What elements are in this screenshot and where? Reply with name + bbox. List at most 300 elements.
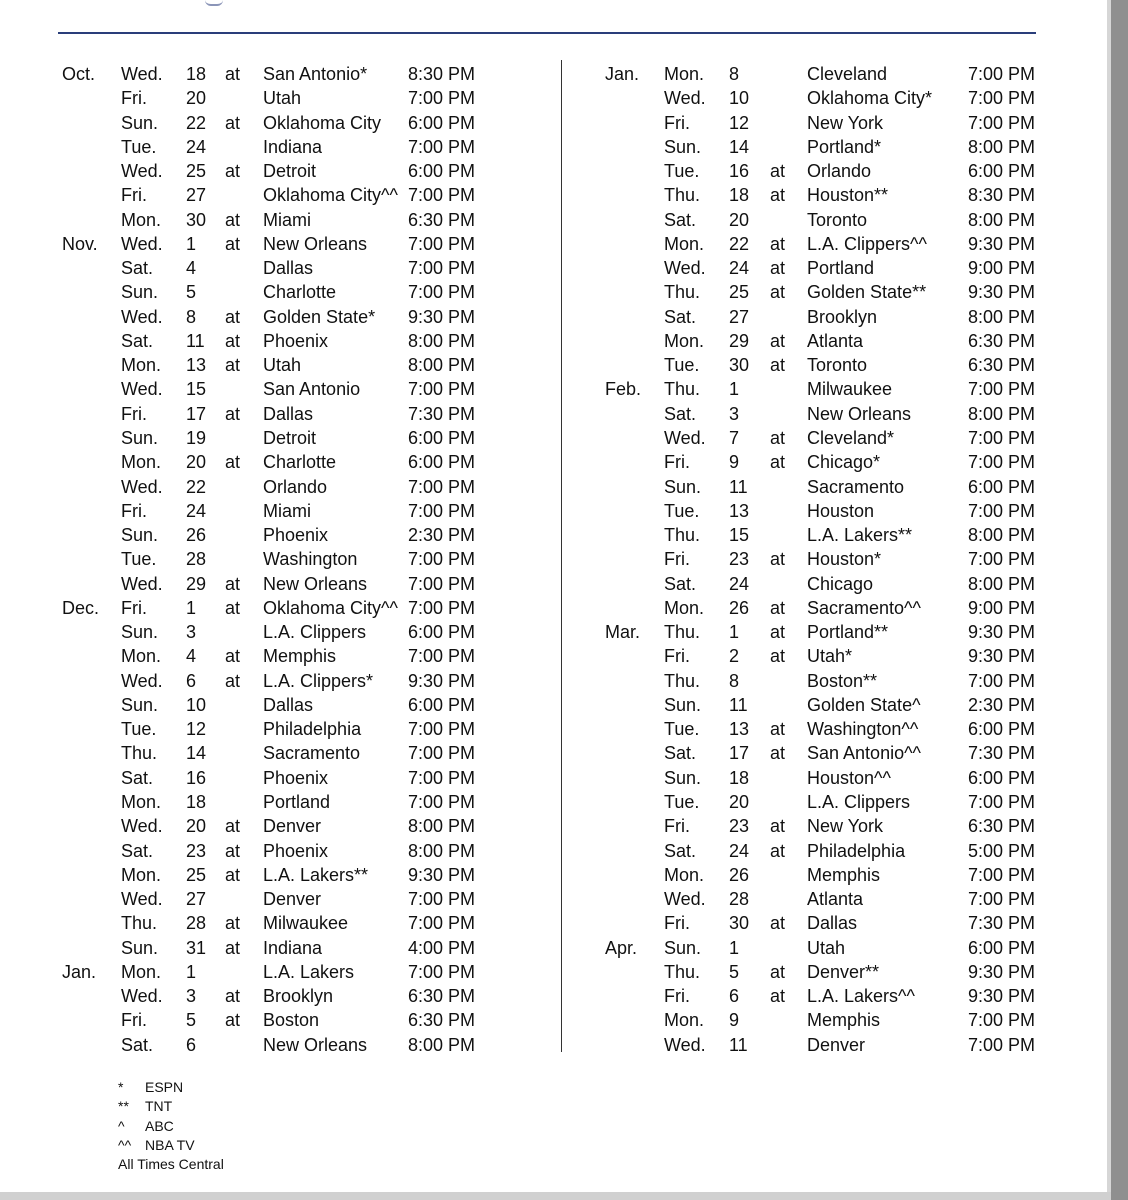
game-time: 6:00 PM xyxy=(968,719,1036,740)
game-time: 9:30 PM xyxy=(968,986,1036,1007)
game-weekday: Sun. xyxy=(121,694,159,715)
game-time: 6:00 PM xyxy=(968,767,1036,788)
game-weekday: Mon. xyxy=(121,961,162,982)
game-date: 18 xyxy=(186,64,207,84)
game-weekday: Thu. xyxy=(121,913,158,934)
game-away-marker: at xyxy=(225,1010,241,1031)
game-time: 7:00 PM xyxy=(408,767,476,788)
game-date: 17 xyxy=(729,743,750,764)
game-time: 9:30 PM xyxy=(968,233,1036,254)
game-opponent: Denver xyxy=(807,1034,866,1055)
game-time: 7:00 PM xyxy=(408,573,476,594)
game-date: 20 xyxy=(186,452,207,473)
game-weekday: Fri. xyxy=(121,185,147,206)
game-weekday: Fri. xyxy=(664,913,690,934)
game-opponent: Golden State** xyxy=(807,282,927,303)
game-opponent: L.A. Lakers** xyxy=(807,525,913,546)
game-date: 3 xyxy=(186,986,197,1007)
game-date: 24 xyxy=(186,500,207,521)
legend-item-abc xyxy=(118,1117,224,1136)
game-date: 28 xyxy=(186,549,207,570)
game-weekday: Sun. xyxy=(664,136,702,157)
game-time: 2:30 PM xyxy=(408,525,476,546)
game-weekday: Wed. xyxy=(664,1034,706,1055)
game-away-marker: at xyxy=(225,670,241,691)
game-time: 7:00 PM xyxy=(408,549,476,570)
game-away-marker: at xyxy=(770,597,786,618)
game-weekday: Sun. xyxy=(121,112,159,133)
game-away-marker: at xyxy=(770,185,786,206)
game-time: 7:30 PM xyxy=(968,913,1036,934)
game-away-marker: at xyxy=(770,452,786,473)
page-bottom-edge xyxy=(0,1192,1111,1200)
game-date: 8 xyxy=(186,306,197,327)
game-opponent: San Antonio^^ xyxy=(807,743,921,764)
game-date: 13 xyxy=(186,355,207,376)
game-weekday: Wed. xyxy=(121,986,163,1007)
game-opponent: Sacramento xyxy=(807,476,905,497)
game-weekday: Sun. xyxy=(121,525,159,546)
game-away-marker: at xyxy=(770,233,786,254)
game-weekday: Fri. xyxy=(664,549,690,570)
game-away-marker: at xyxy=(770,913,786,934)
game-date: 29 xyxy=(186,573,207,594)
game-date: 20 xyxy=(186,816,207,837)
game-date: 14 xyxy=(186,743,207,764)
legend-symbol: ^^ xyxy=(118,1136,132,1153)
game-date: 25 xyxy=(186,161,207,182)
game-away-marker: at xyxy=(225,840,241,861)
game-away-marker: at xyxy=(225,986,241,1007)
game-weekday: Wed. xyxy=(121,306,163,327)
game-opponent: Phoenix xyxy=(263,840,329,861)
game-time: 7:00 PM xyxy=(968,1010,1036,1031)
game-time: 2:30 PM xyxy=(968,694,1036,715)
game-weekday: Fri. xyxy=(664,452,690,473)
game-weekday: Fri. xyxy=(664,986,690,1007)
legend-symbol: * xyxy=(118,1079,124,1095)
game-opponent: New York xyxy=(807,816,884,837)
game-weekday: Wed. xyxy=(664,258,706,279)
game-opponent: New York xyxy=(807,112,884,133)
game-weekday: Sat. xyxy=(664,403,697,424)
game-opponent: New Orleans xyxy=(807,403,912,424)
game-date: 11 xyxy=(729,476,748,497)
game-time: 7:00 PM xyxy=(408,961,476,982)
game-date: 23 xyxy=(186,840,207,861)
game-opponent: San Antonio xyxy=(263,379,361,400)
game-opponent: Portland xyxy=(263,791,331,812)
game-month: Jan. xyxy=(605,64,640,84)
game-opponent: Golden State* xyxy=(263,306,376,327)
game-away-marker: at xyxy=(225,64,241,84)
header-fragment xyxy=(205,0,223,6)
game-weekday: Wed. xyxy=(664,889,706,910)
game-opponent: Boston xyxy=(263,1010,320,1031)
game-time: 6:30 PM xyxy=(968,330,1036,351)
game-time: 6:00 PM xyxy=(968,476,1036,497)
game-date: 5 xyxy=(186,1010,197,1031)
game-time: 7:00 PM xyxy=(968,500,1036,521)
game-month: Nov. xyxy=(62,233,98,254)
game-time: 9:30 PM xyxy=(968,282,1036,303)
game-weekday: Sat. xyxy=(121,258,154,279)
game-time: 7:00 PM xyxy=(968,64,1036,84)
game-weekday: Fri. xyxy=(664,646,690,667)
game-opponent: Atlanta xyxy=(807,330,864,351)
game-date: 6 xyxy=(729,986,740,1007)
game-weekday: Wed. xyxy=(121,161,163,182)
column-divider xyxy=(561,60,562,1052)
game-time: 6:30 PM xyxy=(408,986,476,1007)
game-away-marker: at xyxy=(770,743,786,764)
game-opponent: Cleveland* xyxy=(807,427,895,448)
game-opponent: Chicago* xyxy=(807,452,881,473)
game-date: 20 xyxy=(729,791,750,812)
game-weekday: Thu. xyxy=(664,525,701,546)
game-time: 7:00 PM xyxy=(968,379,1036,400)
game-time: 9:00 PM xyxy=(968,258,1036,279)
game-opponent: New Orleans xyxy=(263,233,368,254)
game-weekday: Sun. xyxy=(121,282,159,303)
game-weekday: Mon. xyxy=(664,597,705,618)
game-opponent: L.A. Clippers xyxy=(263,622,367,643)
game-date: 6 xyxy=(186,1034,197,1055)
game-opponent: Detroit xyxy=(263,427,317,448)
game-time: 7:00 PM xyxy=(408,791,476,812)
game-time: 8:00 PM xyxy=(968,525,1036,546)
game-away-marker: at xyxy=(225,597,241,618)
game-weekday: Mon. xyxy=(664,864,705,885)
game-date: 29 xyxy=(729,330,750,351)
game-opponent: Chicago xyxy=(807,573,874,594)
game-date: 22 xyxy=(186,112,207,133)
game-away-marker: at xyxy=(770,816,786,837)
game-time: 7:00 PM xyxy=(968,670,1036,691)
game-opponent: San Antonio* xyxy=(263,64,368,84)
game-date: 24 xyxy=(729,840,750,861)
game-weekday: Sat. xyxy=(121,330,154,351)
game-time: 8:00 PM xyxy=(968,209,1036,230)
game-weekday: Wed. xyxy=(664,88,706,109)
game-time: 9:00 PM xyxy=(968,597,1036,618)
game-weekday: Thu. xyxy=(121,743,158,764)
game-date: 27 xyxy=(729,306,750,327)
game-weekday: Thu. xyxy=(664,961,701,982)
game-opponent: Washington xyxy=(263,549,358,570)
game-date: 12 xyxy=(729,112,750,133)
game-time: 6:00 PM xyxy=(408,427,476,448)
game-time: 9:30 PM xyxy=(968,646,1036,667)
game-date: 1 xyxy=(729,937,740,958)
game-weekday: Thu. xyxy=(664,282,701,303)
game-away-marker: at xyxy=(225,233,241,254)
game-date: 25 xyxy=(186,864,207,885)
game-opponent: Orlando xyxy=(807,161,872,182)
game-date: 27 xyxy=(186,185,207,206)
legend-label: TNT xyxy=(145,1098,173,1115)
game-opponent: Utah xyxy=(263,355,302,376)
game-weekday: Wed. xyxy=(121,816,163,837)
game-time: 7:00 PM xyxy=(408,646,476,667)
game-date: 16 xyxy=(729,161,750,182)
game-time: 7:00 PM xyxy=(968,112,1036,133)
game-month: Dec. xyxy=(62,597,100,618)
game-date: 19 xyxy=(186,427,207,448)
game-time: 8:30 PM xyxy=(968,185,1036,206)
game-away-marker: at xyxy=(225,452,241,473)
game-weekday: Thu. xyxy=(664,185,701,206)
game-date: 24 xyxy=(186,136,207,157)
game-weekday: Tue. xyxy=(664,161,700,182)
game-opponent: Denver** xyxy=(807,961,880,982)
game-month: Feb. xyxy=(605,379,642,400)
game-weekday: Wed. xyxy=(664,427,706,448)
game-weekday: Sun. xyxy=(121,937,159,958)
game-opponent: Sacramento xyxy=(263,743,361,764)
game-opponent: Orlando xyxy=(263,476,328,497)
legend-symbol: ^ xyxy=(118,1117,125,1134)
game-time: 6:00 PM xyxy=(408,622,476,643)
game-date: 13 xyxy=(729,500,750,521)
game-opponent: Portland** xyxy=(807,622,889,643)
game-time: 7:30 PM xyxy=(408,403,476,424)
game-opponent: Dallas xyxy=(263,403,314,424)
game-time: 7:00 PM xyxy=(408,282,476,303)
game-opponent: Portland* xyxy=(807,136,882,157)
game-opponent: Dallas xyxy=(263,694,314,715)
game-date: 26 xyxy=(729,597,750,618)
game-date: 11 xyxy=(186,330,205,351)
game-opponent: Washington^^ xyxy=(807,719,919,740)
game-month: Jan. xyxy=(62,961,97,982)
game-weekday: Tue. xyxy=(121,136,157,157)
game-time: 7:00 PM xyxy=(968,549,1036,570)
game-date: 2 xyxy=(729,646,740,667)
game-time: 6:00 PM xyxy=(408,112,476,133)
game-weekday: Wed. xyxy=(121,573,163,594)
game-time: 7:00 PM xyxy=(408,258,476,279)
game-date: 1 xyxy=(186,961,197,982)
game-away-marker: at xyxy=(225,330,241,351)
game-time: 7:00 PM xyxy=(408,597,476,618)
game-opponent: Oklahoma City xyxy=(263,112,382,133)
game-opponent: Denver xyxy=(263,816,322,837)
game-opponent: Indiana xyxy=(263,136,323,157)
game-away-marker: at xyxy=(770,427,786,448)
broadcast-legend xyxy=(118,1078,224,1174)
game-date: 11 xyxy=(729,1034,748,1055)
game-time: 9:30 PM xyxy=(408,670,476,691)
game-opponent: Charlotte xyxy=(263,282,337,303)
game-opponent: Milwaukee xyxy=(807,379,893,400)
game-weekday: Mon. xyxy=(121,355,162,376)
game-date: 8 xyxy=(729,670,740,691)
game-opponent: Charlotte xyxy=(263,452,337,473)
game-away-marker: at xyxy=(225,816,241,837)
game-opponent: Dallas xyxy=(807,913,858,934)
game-time: 8:00 PM xyxy=(408,355,476,376)
game-date: 27 xyxy=(186,889,207,910)
game-weekday: Mon. xyxy=(121,209,162,230)
game-time: 8:00 PM xyxy=(408,840,476,861)
game-date: 4 xyxy=(186,258,197,279)
game-time: 7:00 PM xyxy=(408,889,476,910)
game-time: 7:00 PM xyxy=(408,719,476,740)
game-weekday: Sun. xyxy=(121,622,159,643)
game-weekday: Thu. xyxy=(664,379,701,400)
game-weekday: Mon. xyxy=(664,330,705,351)
game-opponent: Milwaukee xyxy=(263,913,349,934)
game-time: 9:30 PM xyxy=(968,961,1036,982)
game-date: 20 xyxy=(729,209,750,230)
game-away-marker: at xyxy=(225,913,241,934)
game-month: Apr. xyxy=(605,937,638,958)
game-date: 5 xyxy=(186,282,197,303)
game-date: 9 xyxy=(729,452,740,473)
game-date: 30 xyxy=(729,355,750,376)
game-weekday: Sun. xyxy=(664,694,702,715)
game-time: 6:00 PM xyxy=(968,161,1036,182)
game-weekday: Fri. xyxy=(121,500,147,521)
game-opponent: L.A. Lakers^^ xyxy=(807,986,915,1007)
game-date: 8 xyxy=(729,64,740,84)
game-date: 22 xyxy=(729,233,750,254)
game-time: 7:00 PM xyxy=(968,791,1036,812)
game-date: 18 xyxy=(729,185,750,206)
game-away-marker: at xyxy=(225,355,241,376)
game-time: 6:30 PM xyxy=(408,209,476,230)
game-away-marker: at xyxy=(770,258,786,279)
game-away-marker: at xyxy=(770,646,786,667)
game-time: 6:00 PM xyxy=(408,452,476,473)
game-time: 6:30 PM xyxy=(408,1010,476,1031)
game-opponent: Toronto xyxy=(807,209,868,230)
game-time: 8:00 PM xyxy=(408,330,476,351)
game-opponent: L.A. Clippers^^ xyxy=(807,233,927,254)
game-opponent: Houston* xyxy=(807,549,882,570)
game-weekday: Fri. xyxy=(121,403,147,424)
game-date: 10 xyxy=(729,88,750,109)
time-zone-note: All Times Central xyxy=(118,1156,224,1173)
legend-item-espn xyxy=(118,1078,224,1097)
game-away-marker: at xyxy=(770,840,786,861)
game-opponent: Phoenix xyxy=(263,525,329,546)
game-opponent: Detroit xyxy=(263,161,317,182)
game-time: 6:00 PM xyxy=(408,161,476,182)
game-opponent: Miami xyxy=(263,209,311,230)
game-weekday: Tue. xyxy=(664,355,700,376)
game-opponent: Boston** xyxy=(807,670,878,691)
game-date: 20 xyxy=(186,88,207,109)
game-date: 13 xyxy=(729,719,750,740)
game-date: 31 xyxy=(186,937,207,958)
game-opponent: L.A. Lakers xyxy=(263,961,355,982)
game-date: 24 xyxy=(729,258,750,279)
game-away-marker: at xyxy=(770,161,786,182)
game-time: 7:00 PM xyxy=(408,233,476,254)
game-time: 7:00 PM xyxy=(968,1034,1036,1055)
game-away-marker: at xyxy=(225,306,241,327)
game-away-marker: at xyxy=(770,986,786,1007)
game-opponent: Memphis xyxy=(263,646,337,667)
game-away-marker: at xyxy=(225,112,241,133)
game-away-marker: at xyxy=(225,937,241,958)
game-opponent: Philadelphia xyxy=(807,840,906,861)
game-time: 7:00 PM xyxy=(408,500,476,521)
game-time: 9:30 PM xyxy=(408,864,476,885)
game-weekday: Mon. xyxy=(664,1010,705,1031)
game-time: 9:30 PM xyxy=(408,306,476,327)
game-opponent: L.A. Lakers** xyxy=(263,864,369,885)
game-away-marker: at xyxy=(225,161,241,182)
game-weekday: Sat. xyxy=(121,840,154,861)
game-away-marker: at xyxy=(225,573,241,594)
game-date: 1 xyxy=(729,622,740,643)
game-opponent: L.A. Clippers xyxy=(807,791,911,812)
game-date: 23 xyxy=(729,816,750,837)
game-month: Mar. xyxy=(605,622,641,643)
game-time: 6:00 PM xyxy=(408,694,476,715)
game-opponent: Utah xyxy=(263,88,302,109)
game-date: 3 xyxy=(186,622,197,643)
game-weekday: Sat. xyxy=(664,209,697,230)
game-weekday: Tue. xyxy=(121,719,157,740)
game-opponent: Utah* xyxy=(807,646,853,667)
game-weekday: Wed. xyxy=(121,670,163,691)
game-time: 8:00 PM xyxy=(408,1034,476,1055)
game-date: 5 xyxy=(729,961,740,982)
game-weekday: Wed. xyxy=(121,233,163,254)
game-date: 17 xyxy=(186,403,207,424)
game-opponent: Brooklyn xyxy=(263,986,334,1007)
game-time: 7:00 PM xyxy=(408,88,476,109)
game-month: Oct. xyxy=(62,64,96,84)
game-weekday: Tue. xyxy=(664,719,700,740)
game-time: 8:00 PM xyxy=(408,816,476,837)
game-away-marker: at xyxy=(770,961,786,982)
game-time: 7:00 PM xyxy=(408,743,476,764)
game-opponent: Dallas xyxy=(263,258,314,279)
game-weekday: Sat. xyxy=(664,743,697,764)
game-weekday: Mon. xyxy=(121,452,162,473)
game-date: 15 xyxy=(729,525,750,546)
game-weekday: Tue. xyxy=(664,500,700,521)
game-weekday: Mon. xyxy=(121,864,162,885)
game-date: 10 xyxy=(186,694,207,715)
game-date: 28 xyxy=(186,913,207,934)
game-weekday: Wed. xyxy=(121,379,163,400)
game-date: 1 xyxy=(729,379,740,400)
game-opponent: Sacramento^^ xyxy=(807,597,921,618)
game-time: 7:00 PM xyxy=(968,864,1036,885)
game-date: 22 xyxy=(186,476,207,497)
game-away-marker: at xyxy=(225,864,241,885)
game-opponent: Golden State^ xyxy=(807,694,921,715)
game-opponent: Phoenix xyxy=(263,330,329,351)
game-away-marker: at xyxy=(770,719,786,740)
game-away-marker: at xyxy=(770,549,786,570)
game-time: 7:00 PM xyxy=(968,452,1036,473)
game-time: 8:00 PM xyxy=(968,136,1036,157)
game-opponent: Utah xyxy=(807,937,846,958)
game-weekday: Sun. xyxy=(121,427,159,448)
game-opponent: Houston^^ xyxy=(807,767,891,788)
game-date: 7 xyxy=(729,427,740,448)
game-date: 15 xyxy=(186,379,207,400)
game-weekday: Mon. xyxy=(121,791,162,812)
game-date: 14 xyxy=(729,136,750,157)
